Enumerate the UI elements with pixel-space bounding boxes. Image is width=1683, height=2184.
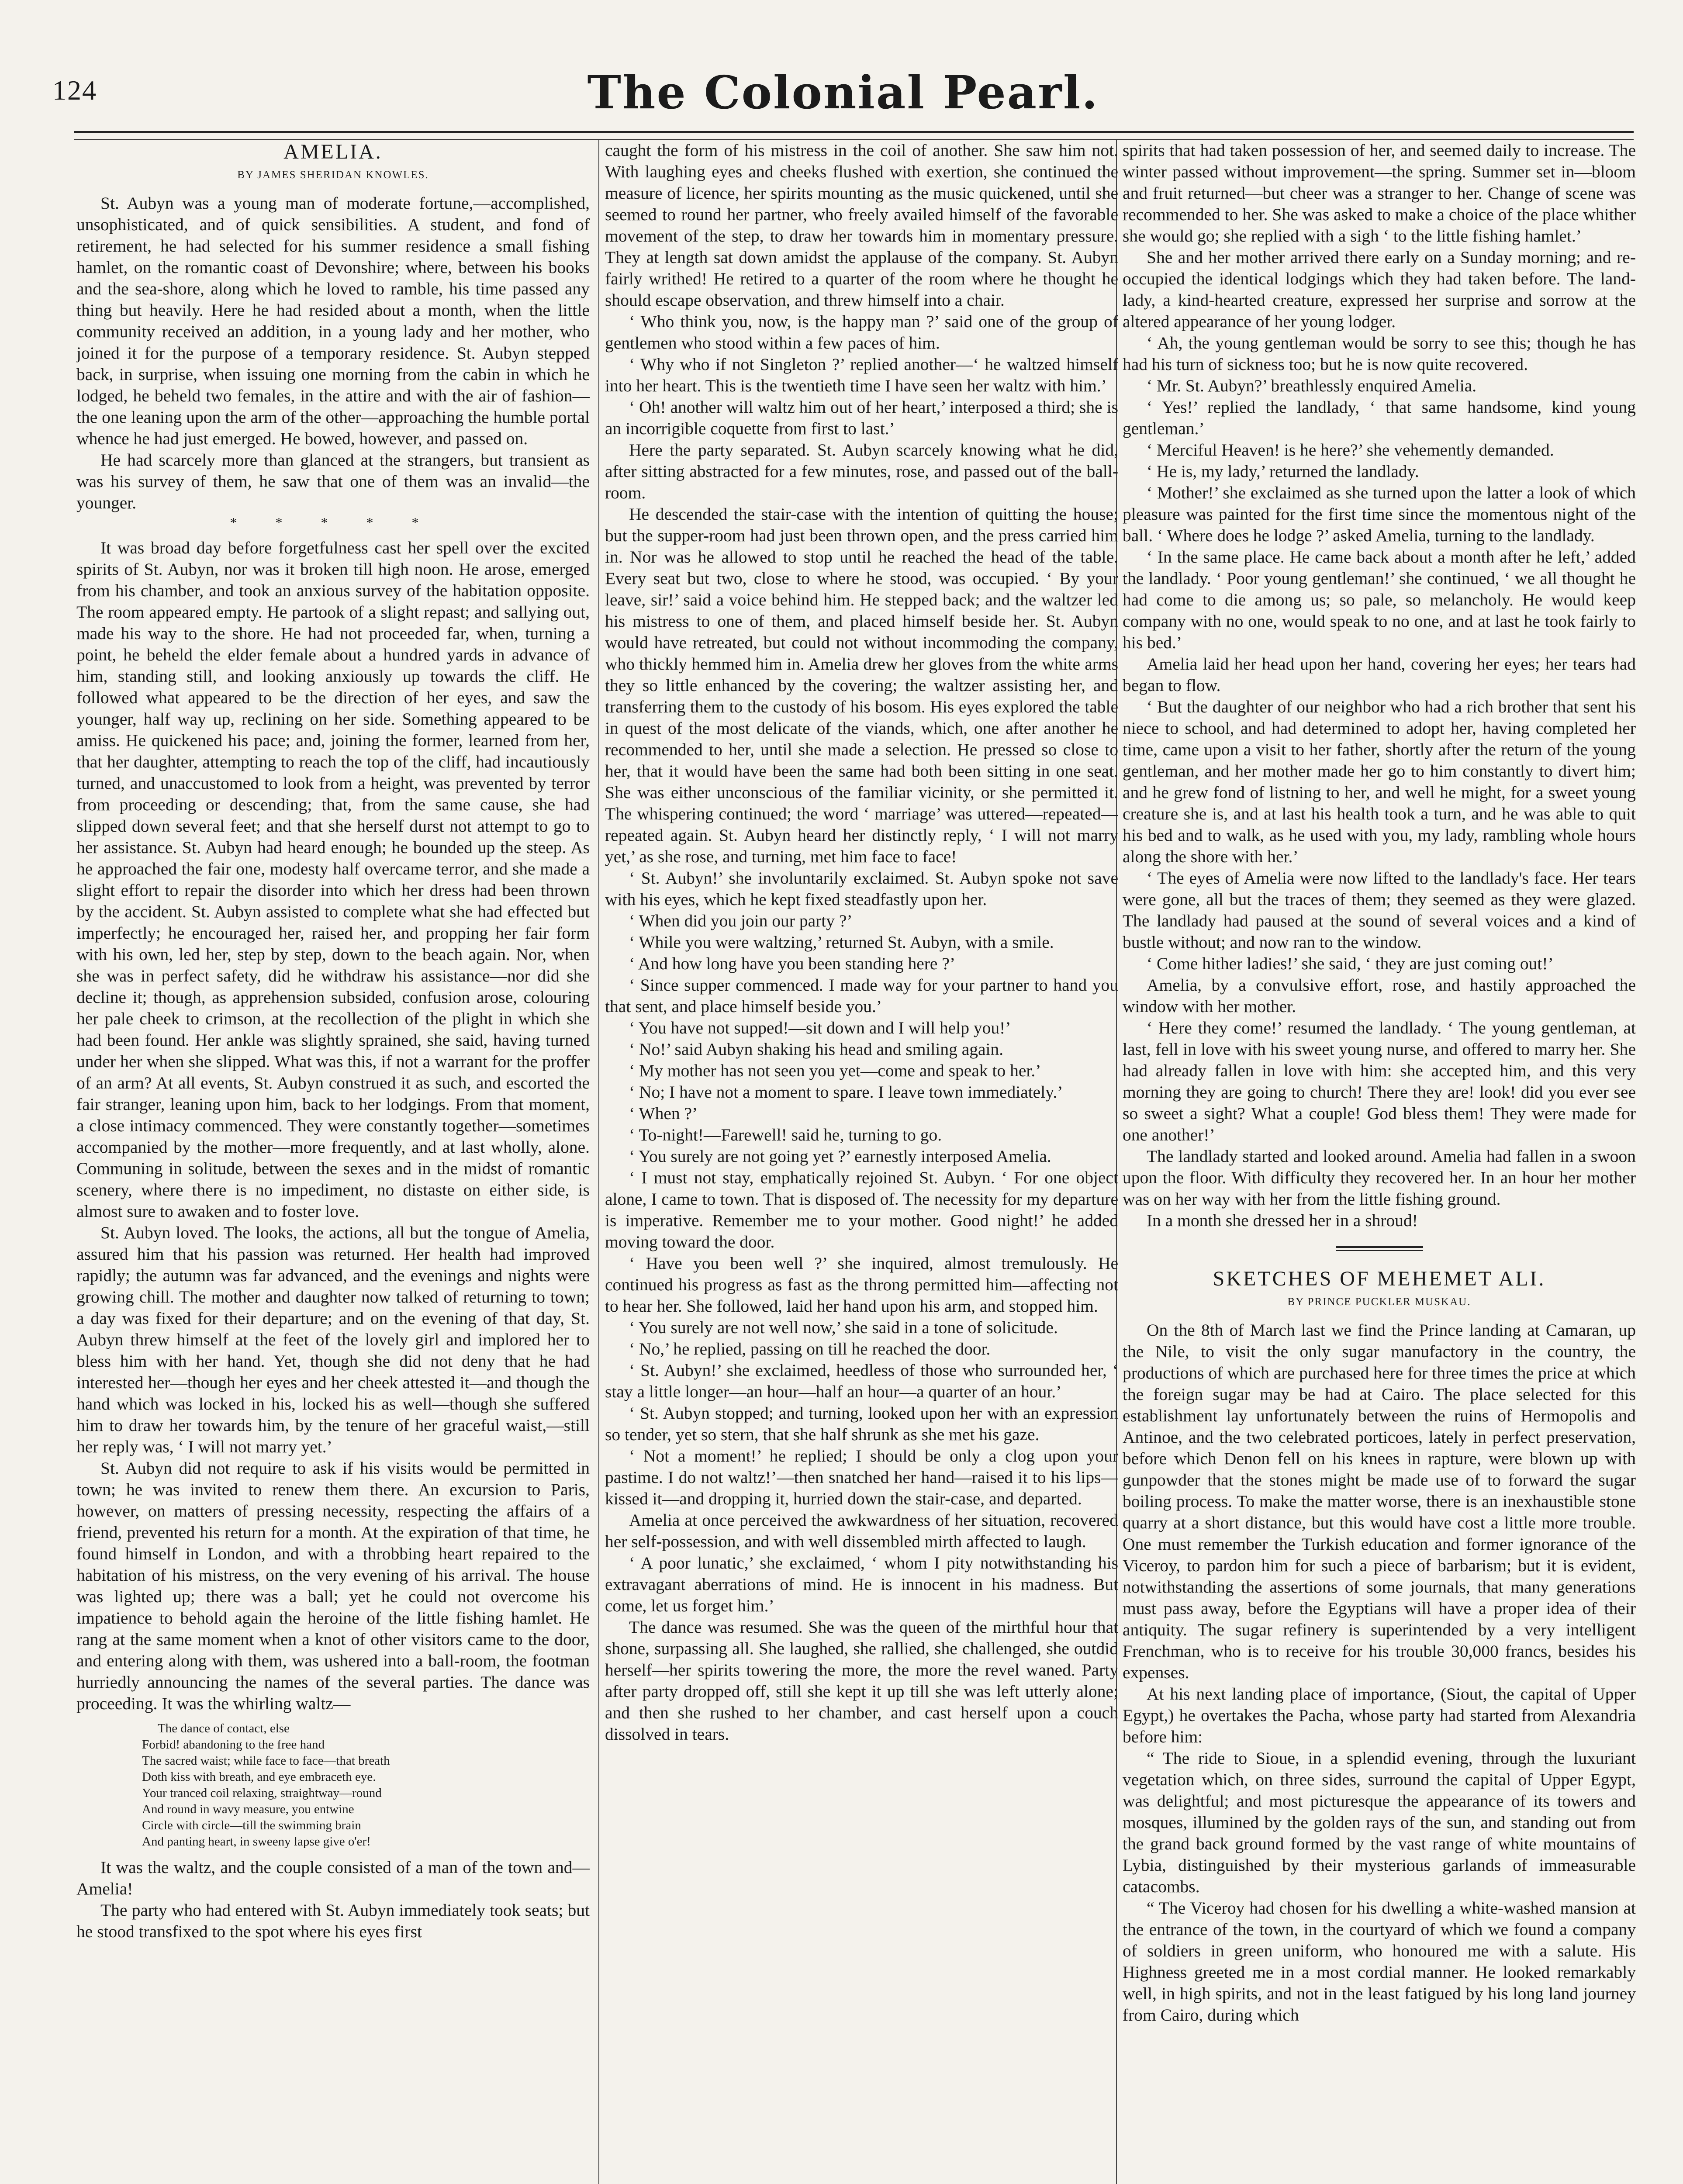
- paragraph: ‘ St. Aubyn!’ she exclaimed, heedless of those who surrounded her, ‘ stay a little longer—an hour—half an hour—a quarter of an hour.’: [605, 1361, 1118, 1401]
- page-number: 124: [52, 75, 97, 106]
- paragraph: Here the party separated. St. Aubyn scarcely knowing what he did, after sitting abstracted for a few minutes, rose, and passed out of the ball-room.: [605, 440, 1118, 502]
- paragraph: Amelia laid her head upon her hand, covering her eyes; her tears had began to flow.: [1123, 654, 1636, 695]
- paragraph: spirits that had taken possession of her, and seemed daily to increase. The winter passed without improvement—the spring. Summer set in—bloom and fruit returned—but cheer was a stranger to her. Change of scene was recommended to her. She was asked to make a choice of the place whither she would go; she replied with a sigh ‘ to the little fishing hamlet.’: [1123, 141, 1636, 245]
- paragraph: ‘ In the same place. He came back about a month after he left,’ added the landlady. ‘ Poor young gentleman!’ she continued, ‘ we all thought he had come to die among us; so pale, so melancholy. He would keep company with no one, would speak to no one, and at last he took fairly to his bed.’: [1123, 547, 1636, 652]
- paragraph: St. Aubyn loved. The looks, the actions, all but the tongue of Amelia, assured him that his passion was returned. Her health had improved rapidly; the autumn was far advanced, and the evenings and nights were growing chill. The mother and daughter now talked of returning to town; a day was fixed for their departure; and on the evening of that day, St. Aubyn threw himself at the feet of the lovely girl and implored her to bless him with her hand. Yet, though she did not deny that he had interested her—though her eyes and her cheek attested it—and though the hand which was locked in his, locked his as well—though she suffered him to draw her towards him, by the tenure of her graceful waist,—still her reply was, ‘ I will not marry yet.’: [76, 1223, 590, 1456]
- paragraph: ‘ You surely are not well now,’ she said in a tone of solicitude.: [629, 1318, 1058, 1337]
- paragraph: “ The ride to Sioue, in a splendid evening, through the luxuriant vegetation which, on three sides, surround the capital of Upper Egypt, was delightful; and most picturesque the appearance of its towers and mosques, illumined by the golden rays of the sun, and standing out from the grand back ground formed by the vast range of white mountains of Lybia, distinguished by their mysterious garlands of immeasurable catacombs.: [1123, 1749, 1636, 1896]
- poem-line: Your tranced coil relaxing, straightway—round: [142, 1786, 382, 1800]
- paragraph: ‘ You have not supped!—sit down and I will help you!’: [629, 1018, 1011, 1037]
- poem-line: And round in wavy measure, you entwine: [142, 1802, 354, 1816]
- poem-line: The sacred waist; while face to face—that breath: [142, 1754, 390, 1768]
- paragraph: ‘ Who think you, now, is the happy man ?’ said one of the group of gentlemen who stood within a few paces of him.: [605, 312, 1118, 352]
- paragraph: He descended the stair-case with the intention of quitting the house; but the supper-room had just been thrown open, and the press carried him in. Nor was he allowed to stop until he reached the head of the table. Every seat but two, close to where he stood, was occupied. ‘ By your leave, sir!’ said a voice behind him. He stepped back; and the waltzer led his mistress to one of them, and placed himself beside her. St. Aubyn would have retreated, but could not without incommoding the company, who thickly hemmed him in. Amelia drew her gloves from the white arms they so little enhanced by the covering; the waltzer assisting her, and transferring them to the custody of his bosom. His eyes explored the table in quest of the most delicate of the viands, which, one after another he recommended to her, until she made a selection. He pressed so close to her, that it would have been the same had both been sitting in one seat. She was either unconscious of the familiar vicinity, or she permitted it. The whispering continued; the word ‘ marriage’ was uttered—repeated—repeated again. St. Aubyn heard her distinctly reply, ‘ I will not marry yet,’ as she rose, and turning, met him face to face!: [605, 505, 1118, 866]
- article-byline: BY JAMES SHERIDAN KNOWLES.: [237, 169, 429, 181]
- paragraph: ‘ But the daughter of our neighbor who had a rich brother that sent his niece to school, and had determined to adopt her, having completed her time, came upon a visit to her father, shortly after the return of the young gentleman, and her mother made her go to him constantly to divert him; and he grew fond of listning to her, and well he might, for a sweet young creature she is, and at last his health took a turn, and he was able to quit his bed and to walk, as he used with you, my lady, rambling whole hours along the shore with her.’: [1123, 697, 1636, 866]
- poem-line: And panting heart, in sweeny lapse give o'er!: [142, 1835, 371, 1849]
- paragraph: ‘ When did you join our party ?’: [629, 911, 853, 930]
- paragraph: ‘ A poor lunatic,’ she exclaimed, ‘ whom I pity notwithstanding his extravagant aberrations of mind. He is innocent in his madness. But come, let us forget him.’: [605, 1553, 1118, 1615]
- paragraph: He had scarcely more than glanced at the strangers, but transient as was his survey of them, he saw that one of them was an invalid—the younger.: [76, 450, 590, 512]
- poem-line: The dance of contact, else: [158, 1721, 290, 1735]
- paragraph: ‘ Mr. St. Aubyn?’ breathlessly enquired Amelia.: [1147, 376, 1477, 395]
- column-2: [605, 140, 1118, 2184]
- paragraph: ‘ Come hither ladies!’ she said, ‘ they are just coming out!’: [1147, 954, 1554, 973]
- newspaper-title: The Colonial Pearl.: [587, 66, 1099, 119]
- paragraph: It was the waltz, and the couple consisted of a man of the town and—Amelia!: [76, 1858, 590, 1898]
- poem-line: Doth kiss with breath, and eye embraceth eye.: [142, 1770, 376, 1784]
- paragraph: ‘ The eyes of Amelia were now lifted to the landlady's face. Her tears were gone, all but the traces of them; they seemed as they were glazed. The landlady had paused at the sound of several voices and a kind of bustle without; and now ran to the window.: [1123, 868, 1636, 952]
- paragraph: ‘ Merciful Heaven! is he here?’ she vehemently demanded.: [1147, 440, 1554, 460]
- paragraph: ‘ I must not stay, emphatically rejoined St. Aubyn. ‘ For one object alone, I came to town. That is disposed of. The necessity for my departure is imperative. Remember me to your mother. Good night!’ he added moving toward the door.: [605, 1168, 1118, 1251]
- paragraph: ‘ Have you been well ?’ she inquired, almost tremulously. He continued his progress as fast as the throng permitted him—affecting not to hear her. She followed, laid her hand upon his arm, and stopped him.: [605, 1254, 1118, 1316]
- paragraph: ‘ Not a moment!’ he replied; I should be only a clog upon your pastime. I do not waltz!’—then snatched her hand—raised it to his lips—kissed it—and dropping it, hurried down the stair-case, and departed.: [605, 1446, 1118, 1508]
- paragraph: ‘ Here they come!’ resumed the landlady. ‘ The young gentleman, at last, fell in love with his sweet young nurse, and offered to marry her. She had already fallen in love with him: she accepted him, and this very morning they are going to church! There they are! look! did you ever see so sweet a sight? What a couple! God bless them! They were made for one another!’: [1123, 1018, 1636, 1144]
- poem-line: Circle with circle—till the swimming brain: [142, 1818, 361, 1832]
- paragraph: ‘ Why who if not Singleton ?’ replied another—‘ he waltzed himself into her heart. This is the twentieth time I have seen her waltz with him.’: [605, 355, 1118, 395]
- paragraph: ‘ Ah, the young gentleman would be sorry to see this; though he has had his turn of sickness too; but he is now quite recovered.: [1123, 333, 1636, 374]
- paragraph: It was broad day before forgetfulness cast her spell over the excited spirits of St. Aubyn, nor was it broken till high noon. He arose, emerged from his chamber, and took an anxious survey of the habitation opposite. The room appeared empty. He partook of a slight repast; and sallying out, made his way to the shore. He had not proceeded far, when, turning a point, he beheld the elder female about a hundred yards in advance of him, standing still, and looking anxiously up towards the cliff. He followed what appeared to be the direction of her eyes, and saw the younger, half way up, reclining on her side. Something appeared to be amiss. He quickened his pace; and, joining the former, learned from her, that her daughter, attempting to reach the top of the cliff, had incautiously turned, and unaccustomed to look from a height, was prevented by terror from proceeding or descending; that, from the same cause, she had slipped down several feet; and that she herself durst not attempt to go to her assistance. St. Aubyn had heard enough; he bounded up the steep. As he approached the fair one, modesty half overcame terror, and she made a slight effort to repair the disorder into which her dress had been thrown by the accident. St. Aubyn assisted to complete what she had effected but imperfectly; he encouraged her, raised her, and propping her fair form with his own, led her, step by step, down to the beach again. Nor, when she was in perfect safety, did he withdraw his assistance—nor did she decline it; though, as apprehension subsided, confusion arose, colouring her pale cheek to crimson, at the recollection of the plight in which she had been found. Her ankle was slightly sprained, she said, having turned under her when she slipped. What was this, if not a warrant for the proffer of an arm? At all events, St. Aubyn construed it as such, and escorted the fair stranger, leaning upon him, back to her lodgings. From that moment, a close intimacy commenced. They were constantly together—sometimes accompanied by the mother—more frequently, and at last wholly, alone. Communing in solitude, between the sexes and in the midst of romantic scenery, where there is no impediment, no distaste on either side, is almost sure to awaken and to foster love.: [76, 538, 590, 1221]
- column-1: [76, 140, 590, 2184]
- paragraph: ‘ My mother has not seen you yet—come and speak to her.’: [629, 1061, 1041, 1080]
- paragraph: ‘ He is, my lady,’ returned the landlady.: [1147, 462, 1419, 481]
- article-separator: [1336, 1246, 1423, 1251]
- paragraph: ‘ To-night!—Farewell! said he, turning to go.: [629, 1125, 942, 1144]
- paragraph: ‘ Since supper commenced. I made way for your partner to hand you that sent, and place himself beside you.’: [605, 975, 1118, 1016]
- paragraph: Amelia at once perceived the awkwardness of her situation, recovered her self-possession, and with well dissembled mirth affected to laugh.: [605, 1510, 1118, 1551]
- article-byline: BY PRINCE PUCKLER MUSKAU.: [1287, 1296, 1471, 1308]
- paragraph: ‘ Mother!’ she exclaimed as she turned upon the latter a look of which pleasure was painted for the first time since the momentous night of the ball. ‘ Where does he lodge ?’ asked Amelia, turning to the landlady.: [1123, 483, 1636, 545]
- article-title-amelia: AMELIA.: [283, 140, 383, 163]
- poem-quote: [142, 1721, 590, 1850]
- poem-line: Forbid! abandoning to the free hand: [142, 1738, 325, 1752]
- paragraph: At his next landing place of importance, (Siout, the capital of Upper Egypt,) he overtakes the Pacha, whose party had started from Alexandria before him:: [1123, 1684, 1636, 1746]
- paragraph: “ The Viceroy had chosen for his dwelling a white-washed mansion at the entrance of the town, in the courtyard of which we found a company of soldiers in green uniform, who honoured me with a salute. His Highness greeted me in a most cordial manner. He looked remarkably well, in high spirits, and not in the least fatigued by his long land journey from Cairo, during which: [1123, 1898, 1636, 2025]
- paragraph: The party who had entered with St. Aubyn immediately took seats; but he stood transfixed to the spot where his eyes first: [76, 1901, 590, 1941]
- paragraph: ‘ Oh! another will waltz him out of her heart,’ interposed a third; she is an incorrigible coquette from first to last.’: [605, 397, 1118, 438]
- masthead: [52, 66, 1634, 122]
- paragraph: Amelia, by a convulsive effort, rose, and hastily approached the window with her mother.: [1123, 975, 1636, 1016]
- article-title-mehemet: SKETCHES OF MEHEMET ALI.: [1213, 1267, 1546, 1290]
- paragraph: ‘ When ?’: [629, 1104, 698, 1123]
- column-3: [1123, 140, 1636, 2184]
- paragraph: The dance was resumed. She was the queen of the mirthful hour that shone, surpassing all. She laughed, she rallied, she challenged, she outdid herself—her spirits towering the more, the more the revel waned. Party after party dropped off, still she kept it up till she was left utterly alone; and then she rushed to her chamber, and cast herself upon a couch dissolved in tears.: [605, 1617, 1118, 1744]
- paragraph: ‘ Yes!’ replied the landlady, ‘ that same handsome, kind young gentleman.’: [1123, 397, 1636, 438]
- masthead-rule: [74, 131, 1634, 140]
- section-stars: * * * * *: [230, 515, 436, 530]
- paragraph: St. Aubyn did not require to ask if his visits would be permitted in town; he was invited to renew them there. An excursion to Paris, however, on matters of pressing necessity, respecting the affairs of a friend, prevented his return for a month. At the expiration of that time, he found himself in London, and with a throbbing heart repaired to the habitation of his mistress, on the very evening of his arrival. The house was lighted up; there was a ball; yet he could not overcome his impatience to behold again the heroine of the little fishing hamlet. He rang at the same moment when a knot of other visitors came to the door, and entering along with them, was ushered into a ball-room, the footman hurriedly announcing the names of the several parties. The dance was proceeding. It was the whirling waltz—: [76, 1458, 590, 1713]
- column-rule: [598, 140, 599, 2184]
- paragraph: ‘ No,’ he replied, passing on till he reached the door.: [629, 1339, 991, 1358]
- paragraph: St. Aubyn was a young man of moderate fortune,—accomplished, unsophisticated, and of quick sensibilities. A student, and fond of retirement, he had selected for his summer residence a small fishing hamlet, on the romantic coast of Devonshire; where, between his books and the sea-shore, along which he loved to ramble, his time passed any thing but heavily. Here he had resided about a month, when the little community received an addition, in a young lady and her mother, who joined it for the purpose of a temporary residence. St. Aubyn stepped back, in surprise, when issuing one morning from the cabin in which he lodged, he beheld two females, in the attire and with the air of fashion—the one leaning upon the arm of the other—approaching the humble portal whence he had just emerged. He bowed, however, and passed on.: [76, 194, 590, 448]
- paragraph: The landlady started and looked around. Amelia had fallen in a swoon upon the floor. With difficulty they recovered her. In an hour her mother was on her way with her from the little fishing ground.: [1123, 1147, 1636, 1209]
- paragraph: ‘ You surely are not going yet ?’ earnestly interposed Amelia.: [629, 1147, 1051, 1166]
- paragraph: In a month she dressed her in a shroud!: [1147, 1211, 1418, 1230]
- paragraph: ‘ No; I have not a moment to spare. I leave town immediately.’: [629, 1082, 1063, 1102]
- paragraph: ‘ St. Aubyn stopped; and turning, looked upon her with an expression so tender, yet so stern, that she half shrunk as she met his gaze.: [605, 1403, 1118, 1444]
- paragraph: ‘ While you were waltzing,’ returned St. Aubyn, with a smile.: [629, 933, 1054, 952]
- paragraph: ‘ St. Aubyn!’ she involuntarily exclaimed. St. Aubyn spoke not save with his eyes, which he kept fixed steadfastly upon her.: [605, 868, 1118, 909]
- paragraph: She and her mother arrived there early on a Sunday morning; and re-occupied the identical lodgings which they had taken before. The land-lady, a kind-hearted creature, expressed her surprise and sorrow at the altered appearance of her young lodger.: [1123, 248, 1636, 331]
- paragraph: ‘ No!’ said Aubyn shaking his head and smiling again.: [629, 1040, 1004, 1059]
- paragraph: caught the form of his mistress in the coil of another. She saw him not. With laughing eyes and cheeks flushed with exertion, she continued the measure of licence, her spirits mounting as the music quickened, until she seemed to round her partner, who freely availed himself of the favorable movement of the step, to draw her towards him in momentary pressure. They at length sat down amidst the applause of the company. St. Aubyn fairly writhed! He retired to a quarter of the room where he thought he should escape observation, and threw himself into a chair.: [605, 141, 1118, 310]
- paragraph: On the 8th of March last we find the Prince landing at Camaran, up the Nile, to visit the only sugar manufactory in the country, the productions of which are purchased here for three times the price at which the foreign sugar may be had at Cairo. The place selected for this establishment lay unfortunately between the ruins of Hermopolis and Antinoe, and the two celebrated porticoes, lately in perfect preservation, before which Denon fell on his knees in rapture, were blown up with gunpowder that the stones might be made use of to forward the sugar boiling process. To make the matter worse, there is an inexhaustible stone quarry at a short distance, but this would have cost a little more trouble. One must remember the Turkish education and former ignorance of the Viceroy, to pardon him for such a piece of barbarism; but it is evident, notwithstanding the assertions of some journals, that many generations must pass away, before the Egyptians will have a proper idea of their antiquity. The sugar refinery is superintended by a very intelligent Frenchman, who is to receive for his trouble 30,000 francs, besides his expenses.: [1123, 1320, 1636, 1682]
- paragraph: ‘ And how long have you been standing here ?’: [629, 954, 956, 973]
